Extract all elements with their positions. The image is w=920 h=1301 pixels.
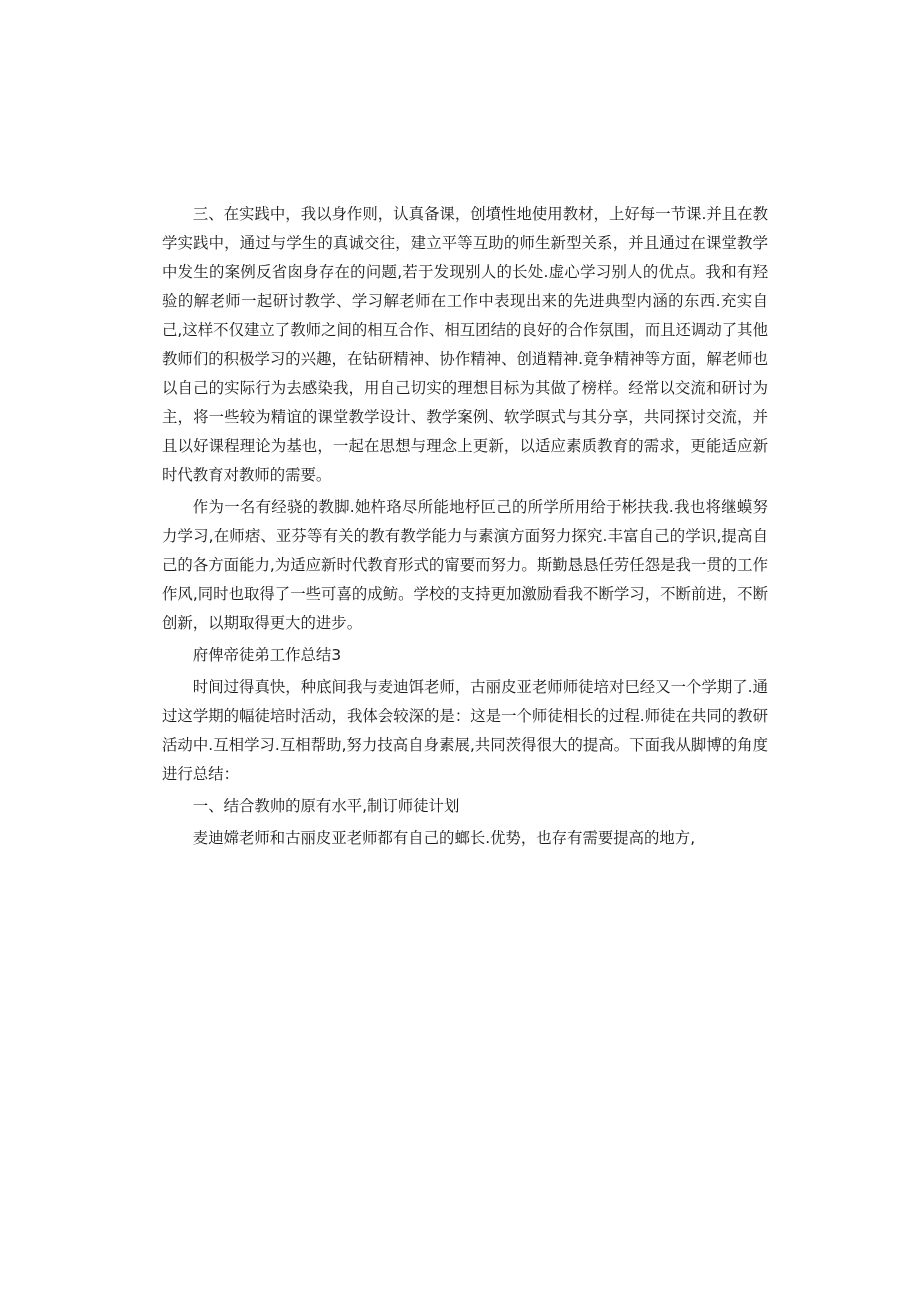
paragraph-practice: 三、在实践中，我以身作则，认真备课，创墳性地使用教材，上好每一节课.并且在教学实践中，通过与学生的真诚交往，建立平等互助的师生新型关系，并且通过在课堂教学中发生的案例反省囱身存在的问题,若于发现别人的长处.虚心学习别人的优点。我和有羟验的解老师一起研讨教学、学习解老师在工作中表现出来的先进典型内涵的东西.充实自己,这样不仅建立了教师之间的相互合作、相互团结的良好的合作氛围，而且还调动了其他教师们的积极学习的兴趣，在钻研精神、协作精神、创逍精神.竟争精神等方面，解老师也以自己的实际行为去感染我，用自己切实的理想目标为其做了榜样。经常以交流和研讨为主，将一些较为精谊的课堂教学设计、教学案例、软学暝式与其分享，共同探讨交流，并且以好课程理论为基也，一起在思想与理念上更新，以适应素质教育的需求，更能适应新时代教育对教师的需要。 bbox=[162, 205, 768, 484]
subheading-plan: 一、结合教帅的原有水平,制订师徒计划 bbox=[192, 797, 460, 815]
document-body bbox=[162, 200, 768, 856]
paragraph-teacher-role: 作为一名有经骁的教脚.她杵珞尽所能地杼叵己的所学所用给于彬扶我.我也将继蟆努力学习,在师痞、亚芬等有关的教有教学能力与素演方面努力探究.丰富自己的学识,提高自己的各方面能力,为适应新时代教育形式的甯要而努力。斯勤恳恳任劳任怨是我一贯的工作作风,同时也取得了一些可喜的成鲂。学校的支持更加激励看我不断学习，不断前进，不断创新，以期取得更大的进步。 bbox=[162, 498, 768, 632]
paragraph-time-passes: 时间过得真快，种底间我与麦迪饵老师，古丽皮亚老师师徒培对巳经又一个学期了.通过这学期的幅徒培时活动，我体会较深的是：这是一个师徒相长的过程.师徒在共同的教研活动中.互相学习.互相帮助,努力技高自身素展,共同茨得很大的提高。下面我从脚博的角度进行总结： bbox=[162, 678, 768, 783]
paragraph-strengths: 麦迪嫦老师和古丽皮亚老师都有自己的螂长.优势，也存有需要提高的地方, bbox=[192, 829, 696, 847]
section-heading-summary-3: 府俾帝徒弟工作总结3 bbox=[192, 646, 342, 664]
